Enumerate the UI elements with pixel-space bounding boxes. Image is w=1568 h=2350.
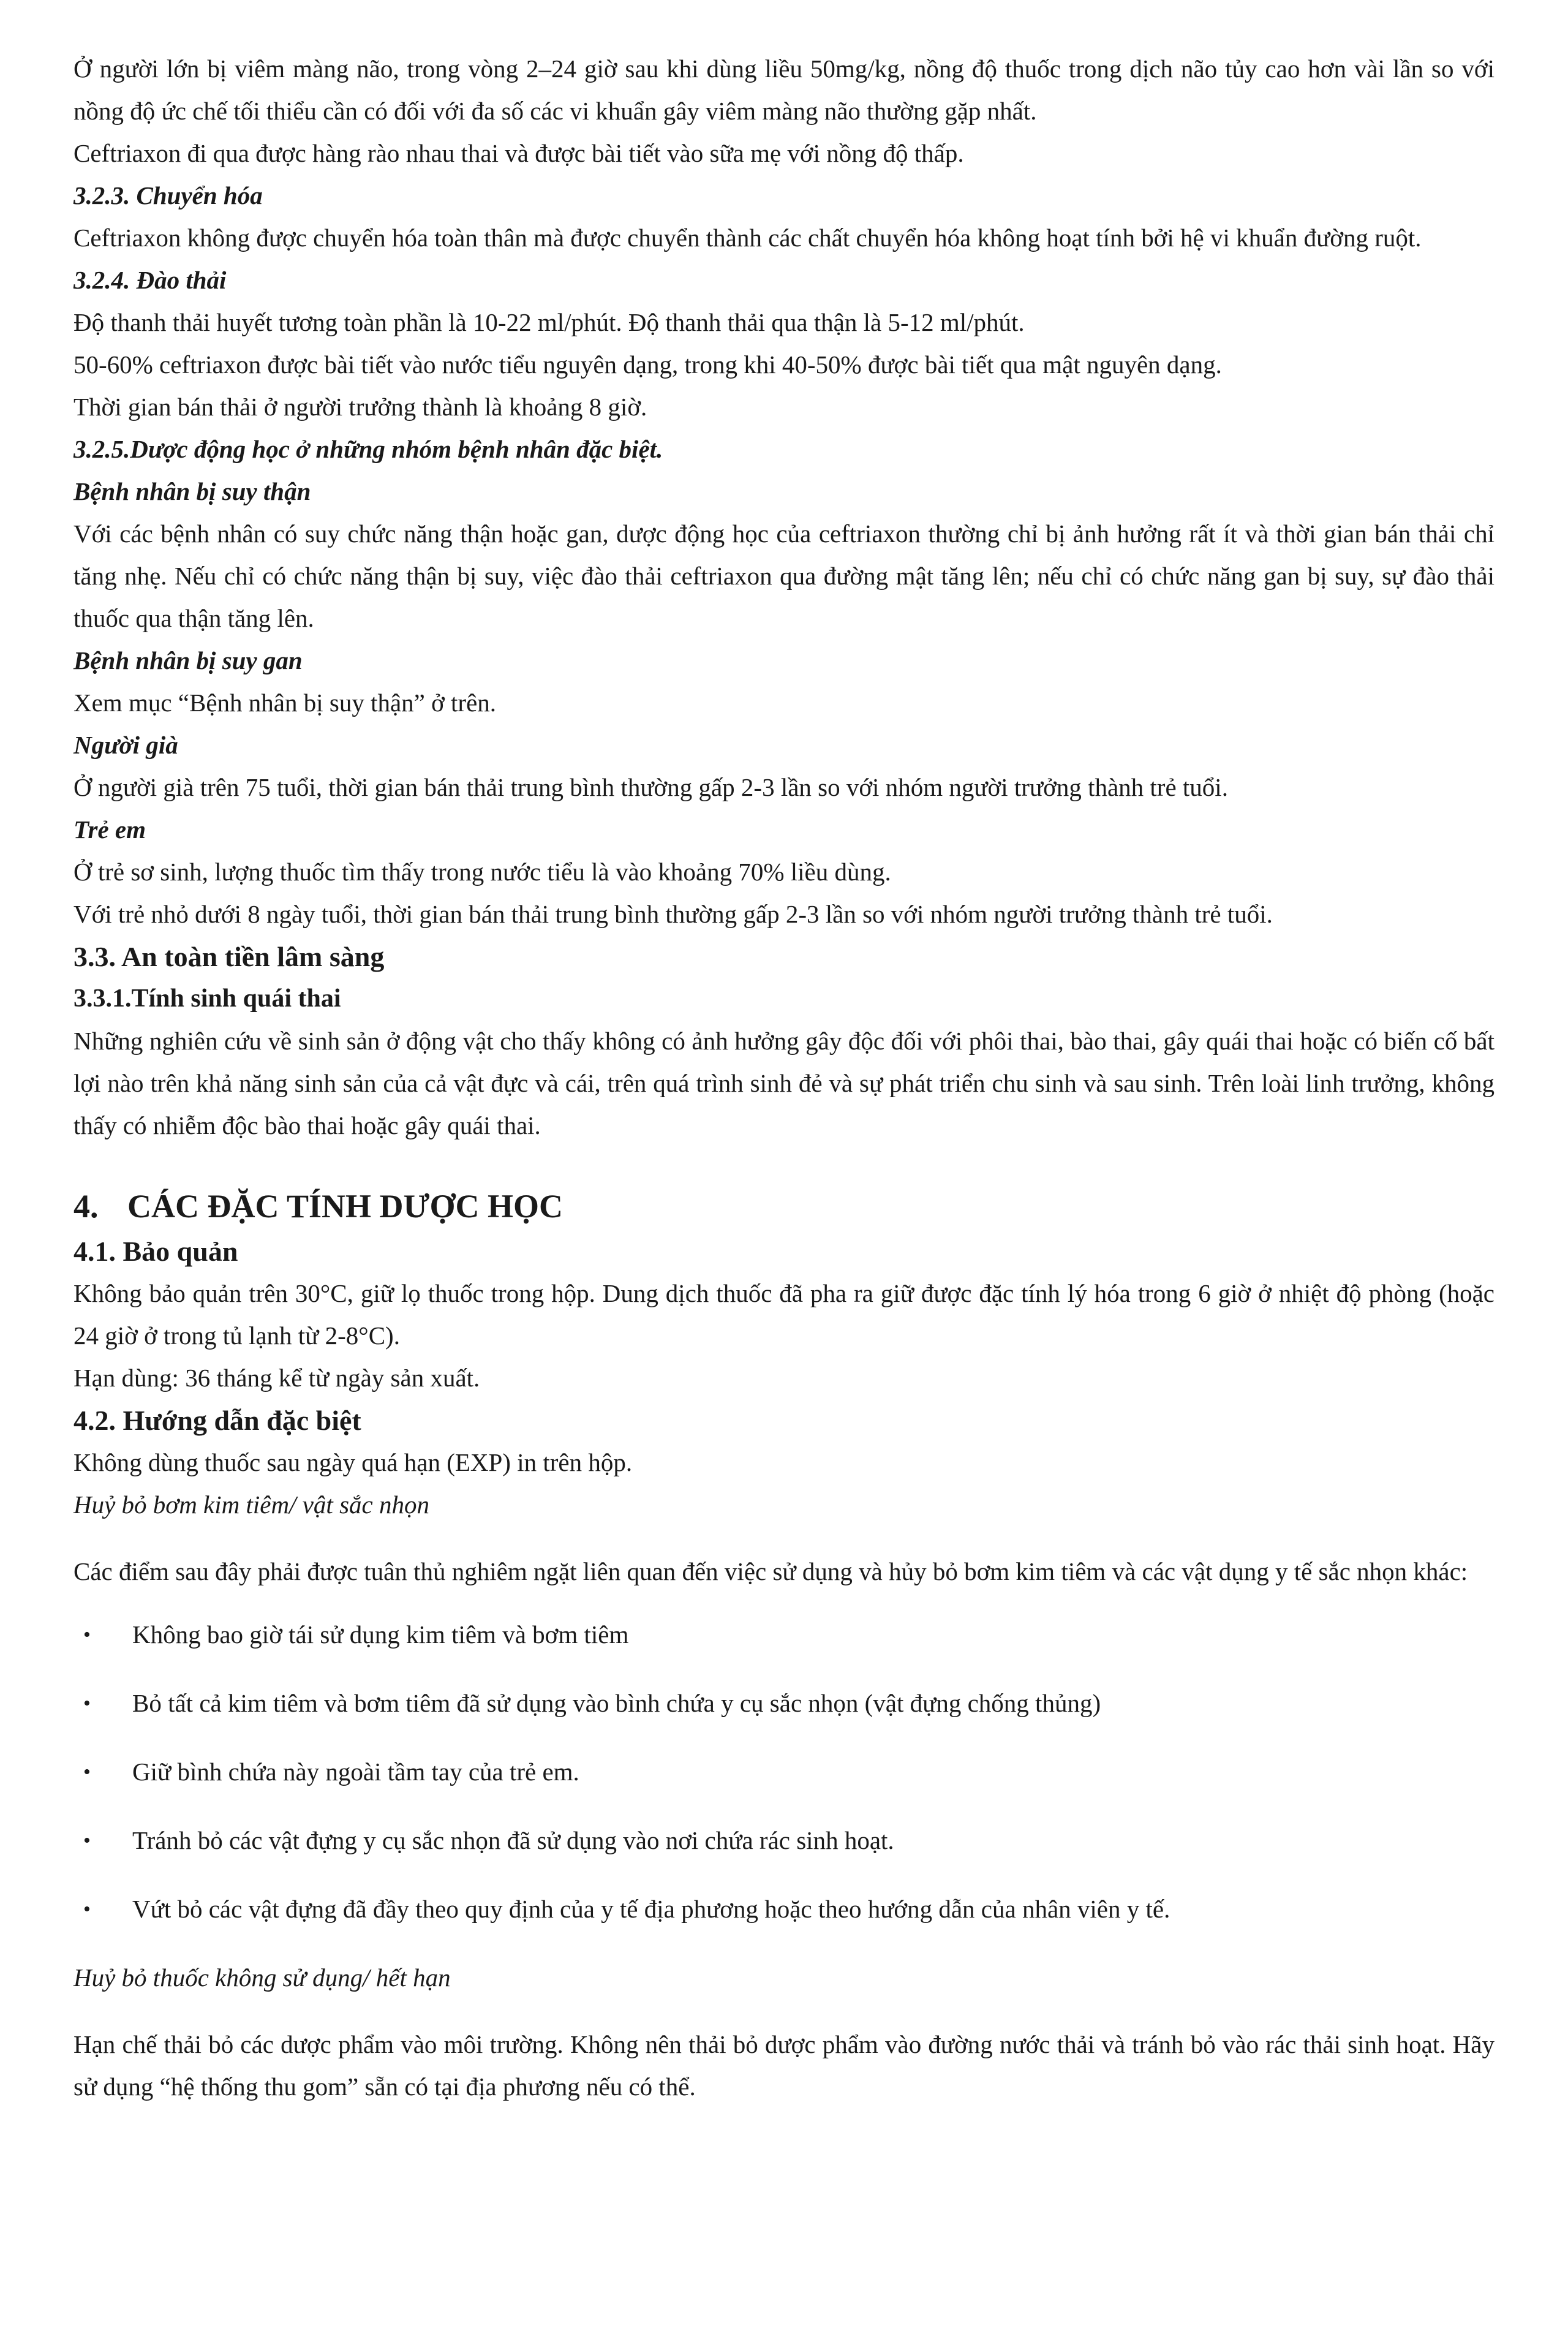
paragraph-shelf-life: Hạn dùng: 36 tháng kể từ ngày sản xuất. <box>74 1364 480 1392</box>
heading-4-2: 4.2. Hướng dẫn đặc biệt <box>74 1405 361 1436</box>
paragraph-expiry: Không dùng thuốc sau ngày quá hạn (EXP) in trên hộp. <box>74 1448 633 1476</box>
paragraph-infant: Với trẻ nhỏ dưới 8 ngày tuổi, thời gian bán thải trung bình thường gấp 2-3 lần so với nhóm người trưởng thành trẻ tuổi. <box>74 900 1273 928</box>
bullet-icon: • <box>83 1761 91 1783</box>
paragraph-teratogenicity: Những nghiên cứu về sinh sản ở động vật cho thấy không có ảnh hưởng gây độc đối với phôi thai, bào thai, gây quái thai hoặc có biến cố bất lợi nào trên khả năng sinh sản của cả vật đực và cái, trên quá trình sinh đẻ và sự phát triển chu sinh và sau sinh. Trên loài linh trưởng, không thấy có nhiễm độc bào thai hoặc gây quái thai. <box>74 1027 1494 1139</box>
list-item: • Bỏ tất cả kim tiêm và bơm tiêm đã sử dụng vào bình chứa y cụ sắc nhọn (vật đựng chống thủng) <box>74 1682 1494 1725</box>
paragraph-clearance: Độ thanh thải huyết tương toàn phần là 10-22 ml/phút. Độ thanh thải qua thận là 5-12 ml/phút. <box>74 308 1025 336</box>
paragraph-metabolism: Ceftriaxon không được chuyển hóa toàn thân mà được chuyển thành các chất chuyển hóa không hoạt tính bởi hệ vi khuẩn đường ruột. <box>74 224 1422 252</box>
paragraph-hepatic: Xem mục “Bệnh nhân bị suy thận” ở trên. <box>74 689 497 717</box>
bullet-icon: • <box>83 1829 91 1852</box>
subheading-unused-disposal: Huỷ bỏ thuốc không sử dụng/ hết hạn <box>74 1963 451 1992</box>
paragraph-placenta-milk: Ceftriaxon đi qua được hàng rào nhau thai và được bài tiết vào sữa mẹ với nồng độ thấp. <box>74 139 964 167</box>
subheading-sharps-disposal: Huỷ bỏ bơm kim tiêm/ vật sắc nhọn <box>74 1490 429 1519</box>
heading-3-2-5: 3.2.5.Dược động học ở những nhóm bệnh nhân đặc biệt. <box>74 435 663 463</box>
heading-3-2-4: 3.2.4. Đào thải <box>74 266 227 294</box>
heading-4-1: 4.1. Bảo quản <box>74 1236 238 1267</box>
subheading-elderly: Người già <box>74 731 178 759</box>
heading-3-2-3: 3.2.3. Chuyển hóa <box>74 181 263 210</box>
list-item: • Giữ bình chứa này ngoài tầm tay của trẻ em. <box>74 1751 1494 1793</box>
list-item: • Tránh bỏ các vật đựng y cụ sắc nhọn đã sử dụng vào nơi chứa rác sinh hoạt. <box>74 1819 1494 1862</box>
sharps-bullet-list <box>74 1614 1494 1930</box>
bullet-icon: • <box>83 1692 91 1715</box>
list-item: • Vứt bỏ các vật đựng đã đầy theo quy định của y tế địa phương hoặc theo hướng dẫn của nhân viên y tế. <box>74 1888 1494 1930</box>
subheading-children: Trẻ em <box>74 815 146 844</box>
paragraph-half-life: Thời gian bán thải ở người trưởng thành là khoảng 8 giờ. <box>74 393 647 421</box>
paragraph-storage: Không bảo quản trên 30°C, giữ lọ thuốc trong hộp. Dung dịch thuốc đã pha ra giữ được đặc tính lý hóa trong 6 giờ ở nhiệt độ phòng (hoặc 24 giờ ở trong tủ lạnh từ 2-8°C). <box>74 1279 1494 1350</box>
bullet-icon: • <box>83 1898 91 1921</box>
section-4-number: 4. <box>74 1188 99 1225</box>
bullet-icon: • <box>83 1623 91 1646</box>
paragraph-renal: Với các bệnh nhân có suy chức năng thận hoặc gan, dược động học của ceftriaxon thường chỉ bị ảnh hưởng rất ít và thời gian bán thải chỉ tăng nhẹ. Nếu chỉ có chức năng thận bị suy, việc đào thải ceftriaxon qua đường mật tăng lên; nếu chỉ có chức năng gan bị suy, sự đào thải thuốc qua thận tăng lên. <box>74 519 1494 632</box>
paragraph-meningitis-csf: Ở người lớn bị viêm màng não, trong vòng 2–24 giờ sau khi dùng liều 50mg/kg, nồng độ thuốc trong dịch não tủy cao hơn vài lần so với nồng độ ức chế tối thiểu cần có đối với đa số các vi khuẩn gây viêm màng não thường gặp nhất. <box>74 55 1494 125</box>
list-item: • Không bao giờ tái sử dụng kim tiêm và bơm tiêm <box>74 1614 1494 1656</box>
subheading-renal: Bệnh nhân bị suy thận <box>74 477 311 505</box>
section-4-title: CÁC ĐẶC TÍNH DƯỢC HỌC <box>127 1188 564 1225</box>
paragraph-excretion: 50-60% ceftriaxon được bài tiết vào nước tiểu nguyên dạng, trong khi 40-50% được bài tiết qua mật nguyên dạng. <box>74 350 1222 379</box>
heading-section-4 <box>74 1184 1494 1229</box>
paragraph-sharps-intro: Các điểm sau đây phải được tuân thủ nghiêm ngặt liên quan đến việc sử dụng và hủy bỏ bơm kim tiêm và các vật dụng y tế sắc nhọn khác: <box>74 1557 1468 1585</box>
paragraph-elderly: Ở người già trên 75 tuổi, thời gian bán thải trung bình thường gấp 2-3 lần so với nhóm người trưởng thành trẻ tuổi. <box>74 773 1228 801</box>
paragraph-newborn: Ở trẻ sơ sinh, lượng thuốc tìm thấy trong nước tiểu là vào khoảng 70% liều dùng. <box>74 858 891 886</box>
heading-3-3-1: 3.3.1.Tính sinh quái thai <box>74 984 341 1013</box>
heading-3-3: 3.3. An toàn tiền lâm sàng <box>74 941 385 972</box>
subheading-hepatic: Bệnh nhân bị suy gan <box>74 646 303 674</box>
paragraph-unused-disposal: Hạn chế thải bỏ các dược phẩm vào môi trường. Không nên thải bỏ dược phẩm vào đường nước thải và tránh bỏ vào rác thải sinh hoạt. Hãy sử dụng “hệ thống thu gom” sẵn có tại địa phương nếu có thể. <box>74 2030 1494 2101</box>
